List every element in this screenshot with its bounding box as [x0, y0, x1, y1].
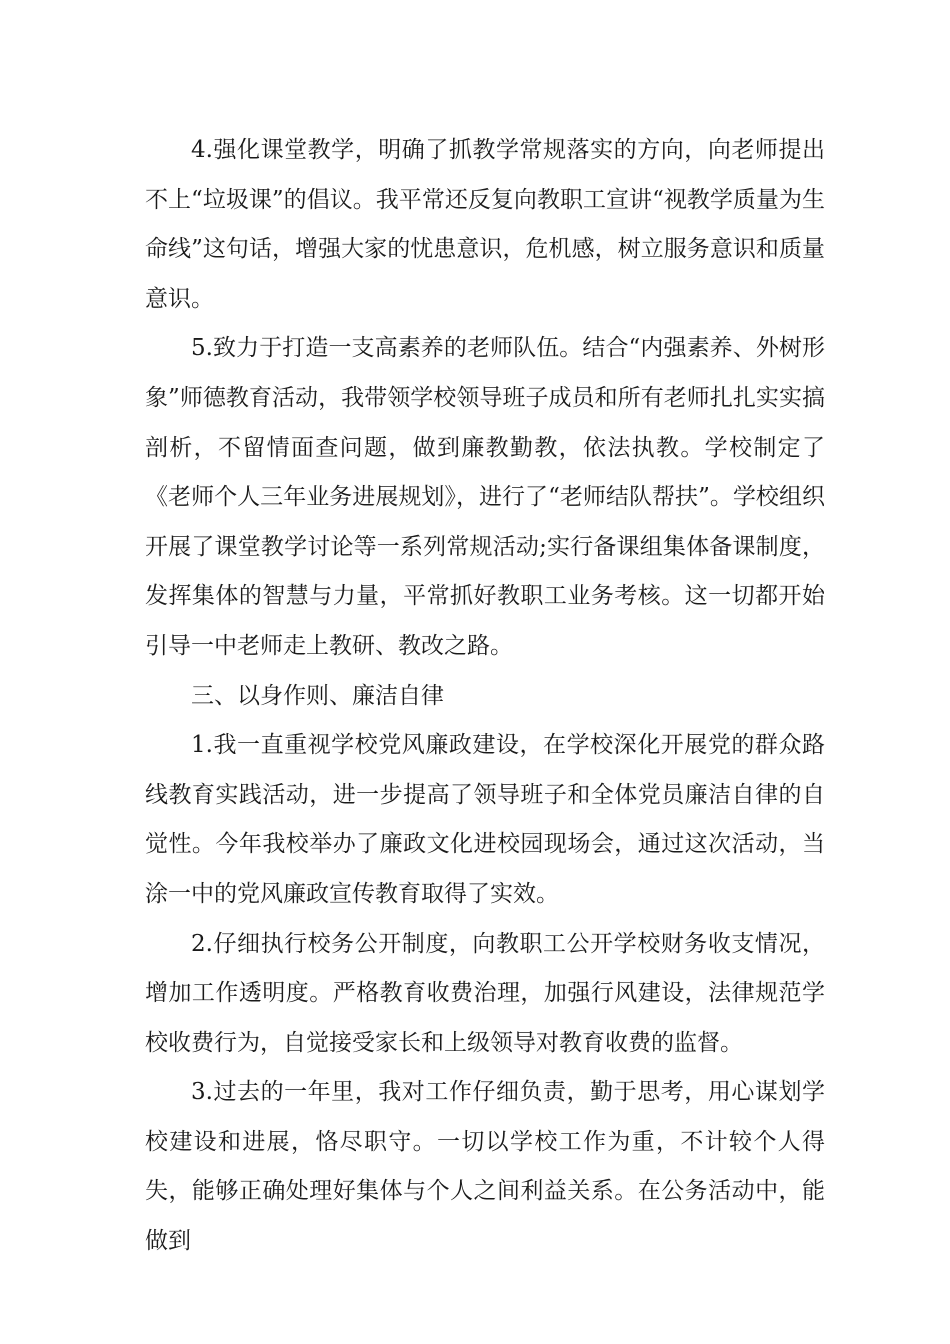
paragraph-teaching: 4.强化课堂教学，明确了抓教学常规落实的方向，向老师提出不上“垃圾课”的倡议。我平常还反复向教职工宣讲“视教学质量为生命线”这句话，增强大家的忧患意识，危机感，树立服务意识和质量意识。 [145, 137, 825, 312]
paragraph-responsibility: 3.过去的一年里，我对工作仔细负责，勤于思考，用心谋划学校建设和进展，恪尽职守。一切以学校工作为重，不计较个人得失，能够正确处理好集体与个人之间利益关系。在公务活动中，能做到 [145, 1079, 825, 1255]
paragraph-teacher-team: 5.致力于打造一支高素养的老师队伍。结合“内强素养、外树形象”师德教育活动，我带领学校领导班子成员和所有老师扎扎实实搞剖析，不留情面查问题，做到廉教勤教，依法执教。学校制定了《老师个人三年业务进展规划》，进行了“老师结队帮扶”。学校组织开展了课堂教学讨论等一系列常规活动;实行备课组集体备课制度，发挥集体的智慧与力量，平常抓好教职工业务考核。这一切都开始引导一中老师走上教研、教改之路。 [145, 335, 825, 659]
paragraph-transparency: 2.仔细执行校务公开制度，向教职工公开学校财务收支情况，增加工作透明度。严格教育收费治理，加强行风建设，法律规范学校收费行为，自觉接受家长和上级领导对教育收费的监督。 [145, 930, 825, 1056]
section-heading: 三、以身作则、廉洁自律 [191, 682, 444, 709]
paragraph-party-conduct: 1.我一直重视学校党风廉政建设，在学校深化开展党的群众路线教育实践活动，进一步提高了领导班子和全体党员廉洁自律的自觉性。今年我校举办了廉政文化进校园现场会，通过这次活动，当涂一中的党风廉政宣传教育取得了实效。 [145, 732, 825, 907]
document-body [145, 126, 825, 1267]
